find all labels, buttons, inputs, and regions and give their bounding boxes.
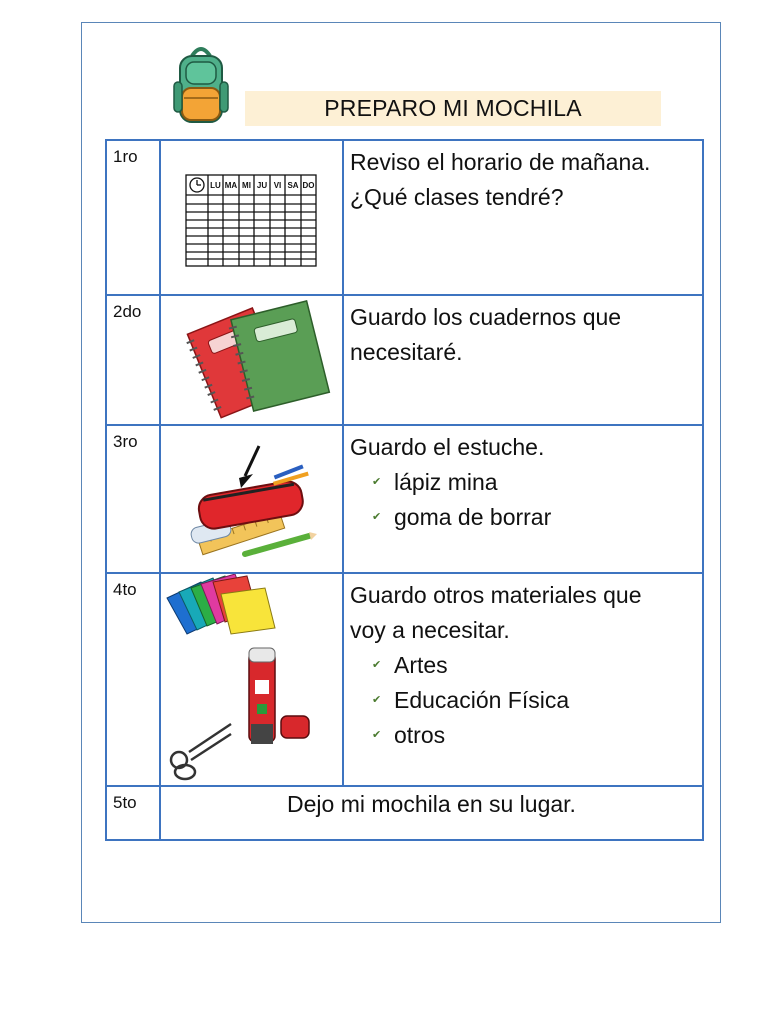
step-number: 4to <box>106 573 160 786</box>
steps-table <box>105 139 704 841</box>
pencil-case-icon <box>161 426 342 570</box>
table-row <box>106 140 703 295</box>
item-list <box>350 465 696 535</box>
step-text <box>343 573 703 786</box>
day-label: VI <box>273 181 282 190</box>
day-label: JU <box>256 181 268 190</box>
day-label: DO <box>302 181 315 190</box>
check-icon: ✔ <box>372 511 382 523</box>
step-text <box>343 295 703 425</box>
item-label: goma de borrar <box>394 504 552 530</box>
item-label: lápiz mina <box>394 469 498 495</box>
step-image-cell <box>160 295 343 425</box>
list-item <box>372 500 696 535</box>
backpack-icon <box>172 44 230 128</box>
step-number: 3ro <box>106 425 160 573</box>
step-line: ¿Qué clases tendré? <box>350 184 564 210</box>
step-line: voy a necesitar. <box>350 617 510 643</box>
list-item <box>372 718 696 753</box>
step-image-cell <box>160 425 343 573</box>
step-number: 1ro <box>106 140 160 295</box>
step-number: 2do <box>106 295 160 425</box>
step-line: Reviso el horario de mañana. <box>350 149 651 175</box>
title-banner <box>245 91 661 126</box>
schedule-icon <box>161 141 342 291</box>
step-number: 5to <box>106 786 160 840</box>
step-text <box>343 425 703 573</box>
table-row <box>106 786 703 840</box>
day-label: MI <box>242 181 251 190</box>
item-label: otros <box>394 722 446 748</box>
item-list <box>350 648 696 753</box>
day-label: SA <box>287 181 299 190</box>
table-row <box>106 295 703 425</box>
day-label: MA <box>224 181 238 190</box>
step-line: Guardo el estuche. <box>350 434 545 460</box>
step-line: Guardo los cuadernos que <box>350 304 622 330</box>
day-label: LU <box>210 181 221 190</box>
item-label: Educación Física <box>394 687 570 713</box>
check-icon: ✔ <box>372 476 382 488</box>
step-line: necesitaré. <box>350 339 463 365</box>
notebooks-icon <box>161 296 342 422</box>
step-image-cell <box>160 573 343 786</box>
list-item <box>372 683 696 718</box>
table-row <box>106 573 703 786</box>
table-row <box>106 425 703 573</box>
paper-glue-scissors-icon <box>161 574 342 783</box>
list-item <box>372 648 696 683</box>
step-line: Guardo otros materiales que <box>350 582 642 608</box>
step-image-cell <box>160 140 343 295</box>
page-title: PREPARO MI MOCHILA <box>324 95 582 121</box>
check-icon: ✔ <box>372 729 382 741</box>
step-text: Dejo mi mochila en su lugar. <box>160 786 703 840</box>
list-item <box>372 465 696 500</box>
item-label: Artes <box>394 652 448 678</box>
check-icon: ✔ <box>372 694 382 706</box>
check-icon: ✔ <box>372 659 382 671</box>
step-text <box>343 140 703 295</box>
